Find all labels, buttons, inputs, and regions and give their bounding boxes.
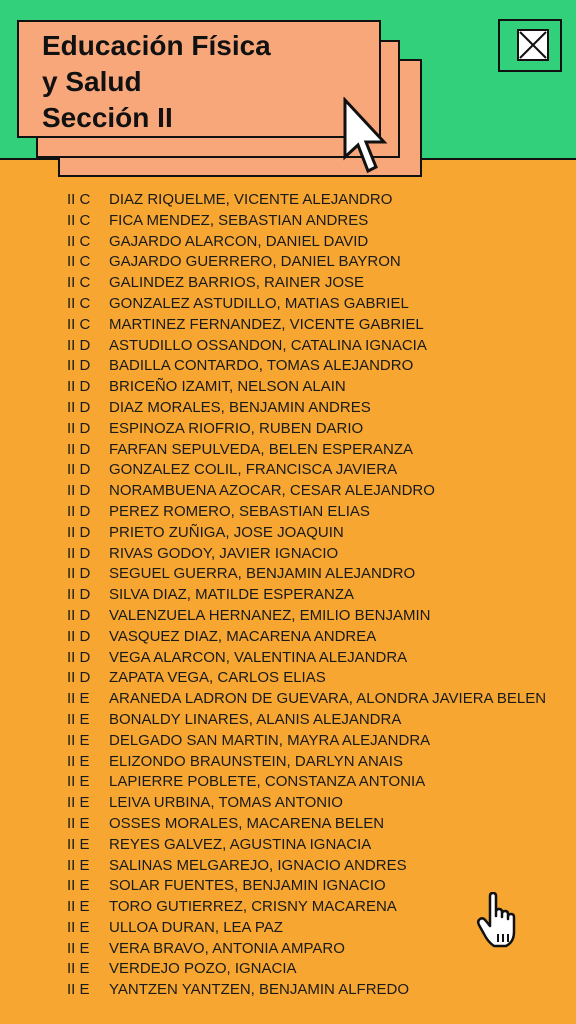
section-label: II C [67, 274, 91, 292]
student-name: VERA BRAVO, ANTONIA AMPARO [109, 939, 345, 957]
list-item [67, 377, 546, 398]
section-label: II D [67, 378, 91, 396]
section-label: II E [67, 960, 90, 978]
list-item [67, 939, 546, 960]
list-item [67, 544, 546, 565]
student-name: SILVA DIAZ, MATILDE ESPERANZA [109, 586, 355, 604]
student-name: ULLOA DURAN, LEA PAZ [109, 918, 283, 936]
list-item [67, 752, 546, 773]
student-name: GALINDEZ BARRIOS, RAINER JOSE [109, 274, 365, 292]
section-label: II C [67, 191, 91, 208]
student-name: RIVAS GODOY, JAVIER IGNACIO [109, 544, 339, 562]
list-item [67, 772, 546, 793]
student-name: ZAPATA VEGA, CARLOS ELIAS [109, 669, 326, 687]
student-name: BRICEÑO IZAMIT, NELSON ALAIN [109, 378, 346, 396]
section-label: II D [67, 482, 91, 500]
student-name: SOLAR FUENTES, BENJAMIN IGNACIO [109, 877, 386, 895]
list-item [67, 793, 546, 814]
student-name: GAJARDO ALARCON, DANIEL DAVID [109, 232, 369, 250]
list-item [67, 689, 546, 710]
student-name: VERDEJO POZO, IGNACIA [109, 960, 297, 978]
list-item [67, 564, 546, 585]
list-item [67, 294, 546, 315]
title-line-3: Sección II [42, 102, 173, 133]
list-item [67, 606, 546, 627]
student-name: ASTUDILLO OSSANDON, CATALINA IGNACIA [109, 336, 427, 354]
title-line-1: Educación Física [42, 30, 271, 61]
section-label: II D [67, 648, 91, 666]
section-label: II D [67, 544, 91, 562]
section-label: II D [67, 565, 91, 583]
section-label: II D [67, 440, 91, 458]
student-name: GAJARDO GUERRERO, DANIEL BAYRON [109, 253, 401, 271]
student-name: TORO GUTIERREZ, CRISNY MACARENA [109, 898, 397, 916]
section-label: II C [67, 232, 91, 250]
student-name: VALENZUELA HERNANEZ, EMILIO BENJAMIN [109, 606, 431, 624]
list-item [67, 273, 546, 294]
list-item [67, 959, 546, 980]
section-label: II D [67, 586, 91, 604]
list-item [67, 835, 546, 856]
student-list [67, 190, 546, 1001]
title-line-2: y Salud [42, 66, 142, 97]
list-item [67, 856, 546, 877]
section-label: II D [67, 669, 91, 687]
list-item [67, 398, 546, 419]
section-label: II E [67, 856, 90, 874]
section-label: II E [67, 773, 90, 791]
section-label: II C [67, 253, 91, 271]
section-label: II E [67, 731, 90, 749]
section-label: II E [67, 690, 90, 708]
student-name: ELIZONDO BRAUNSTEIN, DARLYN ANAIS [109, 752, 403, 770]
section-label: II E [67, 794, 90, 812]
student-name: OSSES MORALES, MACARENA BELEN [109, 814, 385, 832]
section-label: II E [67, 835, 90, 853]
list-item [67, 336, 546, 357]
list-item [67, 440, 546, 461]
student-name: VEGA ALARCON, VALENTINA ALEJANDRA [109, 648, 408, 666]
student-name: PEREZ ROMERO, SEBASTIAN ELIAS [109, 502, 370, 520]
close-icon[interactable] [517, 29, 549, 61]
student-name: BONALDY LINARES, ALANIS ALEJANDRA [109, 710, 402, 728]
section-label: II E [67, 877, 90, 895]
page-title [42, 28, 271, 136]
list-item [67, 668, 546, 689]
list-item [67, 356, 546, 377]
list-item [67, 897, 546, 918]
list-item [67, 710, 546, 731]
section-label: II D [67, 606, 91, 624]
list-item [67, 481, 546, 502]
section-label: II D [67, 523, 91, 541]
student-name: FICA MENDEZ, SEBASTIAN ANDRES [109, 211, 369, 229]
student-name: LAPIERRE POBLETE, CONSTANZA ANTONIA [109, 773, 426, 791]
student-name: NORAMBUENA AZOCAR, CESAR ALEJANDRO [109, 482, 435, 500]
student-name: VASQUEZ DIAZ, MACARENA ANDREA [109, 627, 377, 645]
list-item [67, 980, 546, 1001]
student-name: PRIETO ZUÑIGA, JOSE JOAQUIN [109, 523, 344, 541]
student-name: YANTZEN YANTZEN, BENJAMIN ALFREDO [109, 981, 410, 999]
list-item [67, 731, 546, 752]
student-name: DELGADO SAN MARTIN, MAYRA ALEJANDRA [109, 731, 431, 749]
list-item [67, 523, 546, 544]
list-item [67, 918, 546, 939]
student-name: SEGUEL GUERRA, BENJAMIN ALEJANDRO [109, 565, 416, 583]
hand-pointer-icon [476, 892, 522, 953]
list-item [67, 648, 546, 669]
list-item [67, 814, 546, 835]
section-label: II D [67, 502, 91, 520]
section-label: II D [67, 461, 91, 479]
student-name: LEIVA URBINA, TOMAS ANTONIO [109, 794, 343, 812]
list-item [67, 190, 546, 211]
close-button[interactable] [498, 19, 562, 72]
section-label: II D [67, 419, 91, 437]
section-label: II D [67, 357, 91, 375]
section-label: II C [67, 294, 91, 312]
section-label: II E [67, 939, 90, 957]
section-label: II E [67, 981, 90, 999]
section-label: II E [67, 898, 90, 916]
section-label: II D [67, 398, 91, 416]
student-name: BADILLA CONTARDO, TOMAS ALEJANDRO [109, 357, 414, 375]
student-name: GONZALEZ ASTUDILLO, MATIAS GABRIEL [109, 294, 409, 312]
section-label: II E [67, 918, 90, 936]
section-label: II E [67, 710, 90, 728]
list-item [67, 502, 546, 523]
list-item [67, 315, 546, 336]
list-item [67, 232, 546, 253]
section-label: II C [67, 315, 91, 333]
section-label: II D [67, 336, 91, 354]
list-item [67, 585, 546, 606]
student-name: REYES GALVEZ, AGUSTINA IGNACIA [109, 835, 372, 853]
section-label: II E [67, 814, 90, 832]
arrow-cursor-icon [342, 97, 390, 182]
list-item [67, 876, 546, 897]
section-label: II C [67, 211, 91, 229]
section-label: II E [67, 752, 90, 770]
student-name: SALINAS MELGAREJO, IGNACIO ANDRES [109, 856, 407, 874]
student-name: ARANEDA LADRON DE GUEVARA, ALONDRA JAVIERA BELEN [109, 690, 547, 708]
student-name: ESPINOZA RIOFRIO, RUBEN DARIO [109, 419, 364, 437]
student-name: DIAZ MORALES, BENJAMIN ANDRES [109, 398, 371, 416]
student-name: FARFAN SEPULVEDA, BELEN ESPERANZA [109, 440, 413, 458]
list-item [67, 460, 546, 481]
student-name: GONZALEZ COLIL, FRANCISCA JAVIERA [109, 461, 398, 479]
list-item [67, 627, 546, 648]
student-name: MARTINEZ FERNANDEZ, VICENTE GABRIEL [109, 315, 424, 333]
student-name: DIAZ RIQUELME, VICENTE ALEJANDRO [109, 191, 393, 208]
section-label: II D [67, 627, 91, 645]
list-item [67, 211, 546, 232]
list-item [67, 419, 546, 440]
list-item [67, 252, 546, 273]
